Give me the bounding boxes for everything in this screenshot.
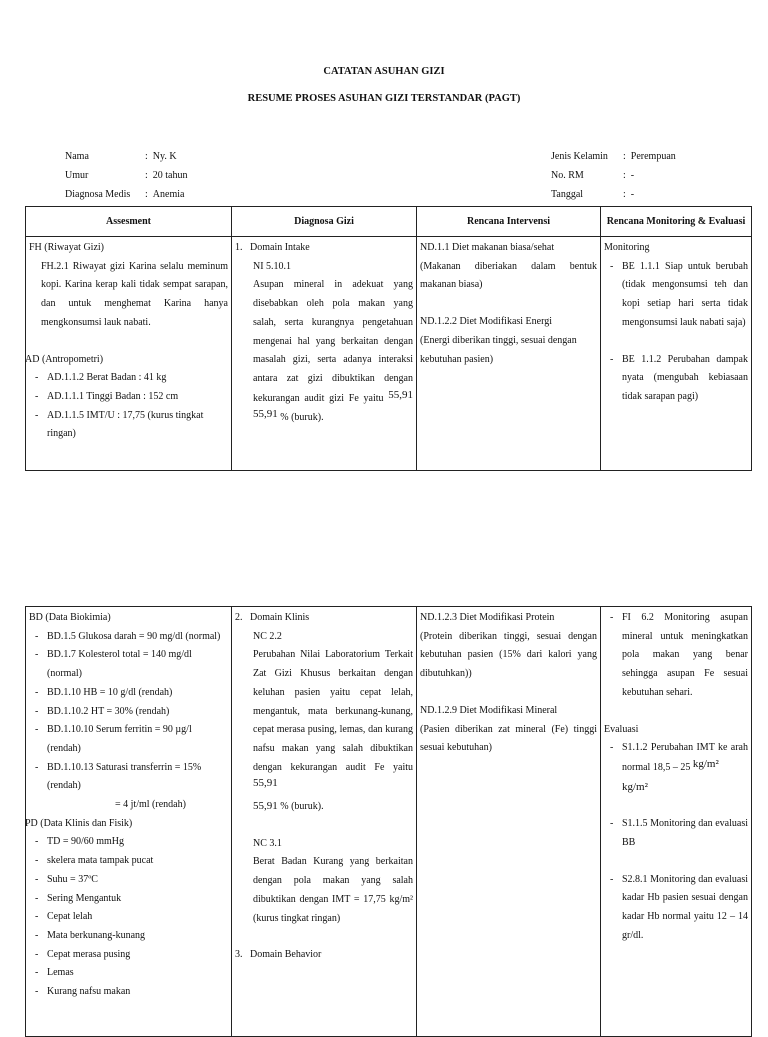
diagnosis-text xyxy=(235,276,413,428)
domain-label: Domain Behavior xyxy=(250,949,322,961)
sep: : xyxy=(623,151,626,162)
list-item: - TD = 90/60 mmHg xyxy=(29,833,228,852)
date-label: Tanggal xyxy=(551,189,584,200)
intervention-desc: (Protein diberikan tinggi, sesuai dengan kebutuhan pasien (15% dari kalori yang dibutuhkan)) xyxy=(420,630,597,680)
domain-label: Domain Klinis xyxy=(250,612,310,623)
name-label: Nama xyxy=(65,151,89,162)
evaluation-heading: Evaluasi xyxy=(604,723,639,735)
list-item: - Sering Mengantuk xyxy=(29,890,228,909)
header-monitoring: Rencana Monitoring & Evaluasi xyxy=(601,207,752,237)
pagt-table-2 xyxy=(25,606,752,1037)
list-item: - skelera mata tampak pucat xyxy=(29,852,228,871)
patient-info-left xyxy=(65,147,188,204)
fe-value: 55,91 55,91 xyxy=(253,388,414,421)
header-assesment: Assesment xyxy=(26,207,232,237)
monitoring-list xyxy=(604,609,748,703)
diagnosis-body: Asupan mineral in adekuat yang disebabkan oleh pola makan yang salah, serta kurangnya pengetahuan mengenai hal yang berkaitan dengan masalah gizi, serta adanya interaksi antara zat gizi dibuktikan dengan kekurangan audit gizi Fe yaitu xyxy=(253,279,413,404)
assessment-cell xyxy=(26,607,232,1037)
diagnosis-tail: % (buruk). xyxy=(280,412,324,424)
list-item: - AD.1.1.2 Berat Badan : 41 kg xyxy=(29,369,228,388)
sep: : xyxy=(623,189,626,200)
header-intervensi: Rencana Intervensi xyxy=(417,207,601,237)
pagt-table-1 xyxy=(25,206,752,471)
intervention-code: ND.1.2.2 Diet Modifikasi Energi xyxy=(420,316,553,328)
rm-label: No. RM xyxy=(551,170,584,181)
assessment-cell xyxy=(26,237,232,471)
sep: : xyxy=(145,151,148,162)
list-item: - Cepat lelah xyxy=(29,908,228,927)
sep: : xyxy=(145,189,148,200)
fe-value: 55,91 xyxy=(253,800,278,813)
intervention-desc: (Makanan diberiakan dalam bentuk makanan biasa) xyxy=(420,260,597,291)
list-item: - AD.1.1.1 Tinggi Badan : 152 cm xyxy=(29,388,228,407)
gender-label: Jenis Kelamin xyxy=(551,151,608,162)
item-number: 1. xyxy=(235,242,243,253)
unit: kg/m² xyxy=(622,780,648,793)
name-value: Ny. K xyxy=(152,151,177,162)
diagnosis-cell xyxy=(232,237,417,471)
list-item: - BD.1.10.2 HT = 30% (rendah) xyxy=(29,703,228,722)
ad-list xyxy=(29,369,228,444)
intervention-cell xyxy=(417,607,601,1037)
fh-text: FH.2.1 Riwayat gizi Karina selalu meminum kopi. Karina kerap kali tidak sempat sarapan, dan untuk menghemat Karina hanya mengkonsumsi lauk nabati. xyxy=(41,260,228,328)
list-item: - Kurang nafsu makan xyxy=(29,983,228,1002)
intervention-code: ND.1.1 Diet makanan biasa/sehat xyxy=(420,242,555,253)
pd-heading: PD (Data Klinis dan Fisik) xyxy=(25,817,133,829)
bd-list xyxy=(29,628,228,796)
list-item: - BD.1.10 HB = 10 g/dl (rendah) xyxy=(29,684,228,703)
rm-value: - xyxy=(630,170,635,181)
unit: kg/m² xyxy=(692,757,719,770)
ad-heading: AD (Antropometri) xyxy=(25,353,104,365)
item-number: 2. xyxy=(235,612,243,623)
age-value: 20 tahun xyxy=(152,170,188,181)
diagnosis-code: NI 5.10.1 xyxy=(253,260,292,272)
diagnosis-value: Anemia xyxy=(152,189,185,200)
fh-heading: FH (Riwayat Gizi) xyxy=(29,242,104,253)
list-item: - S1.1.5 Monitoring dan evaluasi BB xyxy=(604,815,748,852)
list-item: - BE 1.1.1 Siap untuk berubah (tidak mengonsumsi teh dan kopi setiap hari serta tidak mengonsumsi lauk nabati saja) xyxy=(604,258,748,333)
fe-value: 55,91 xyxy=(253,777,278,790)
diagnosis-code: NC 3.1 xyxy=(253,837,282,849)
list-item: - BD.1.7 Kolesterol total = 140 mg/dl (normal) xyxy=(29,646,228,683)
evaluation-list xyxy=(604,739,748,945)
diagnosis-body: Perubahan Nilai Laboratorium Terkait Zat Gizi Khusus berkaitan dengan keluhan pasien yaitu cepat lelah, mengantuk, mata berkunang-kunang, cepat merasa pusing, lemas, dan kurang nafsu makan yang salah dibuktikan dengan kekurangan audit Fe yaitu xyxy=(253,649,413,773)
bd-heading: BD (Data Biokimia) xyxy=(29,612,111,623)
sep: : xyxy=(145,170,148,181)
intervention-cell xyxy=(417,237,601,471)
list-item: - AD.1.1.5 IMT/U : 17,75 (kurus tingkat ringan) xyxy=(29,407,228,444)
diagnosis-text: Berat Badan Kurang yang berkaitan dengan pola makan yang salah dibuktikan dengan IMT = 17,75 kg/m² (kurus tingkat ringan) xyxy=(253,856,413,924)
diagnosis-tail: % (buruk). xyxy=(280,801,324,813)
gender-value: Perempuan xyxy=(630,151,676,162)
monitoring-list xyxy=(604,258,748,407)
item-number: 3. xyxy=(235,949,243,961)
document-subtitle: RESUME PROSES ASUHAN GIZI TERSTANDAR (PAGT) xyxy=(247,93,521,104)
list-item: - FI 6.2 Monitoring asupan mineral untuk meningkatkan pola makan yang benar sehingga asupan Fe sesuai kebutuhan sehari. xyxy=(604,609,748,703)
list-item: - BD.1.5 Glukosa darah = 90 mg/dl (normal) xyxy=(29,628,228,647)
diagnosis-code: NC 2.2 xyxy=(253,630,282,642)
list-item: - Lemas xyxy=(29,964,228,983)
intervention-code: ND.1.2.3 Diet Modifikasi Protein xyxy=(420,612,555,623)
intervention-desc: (Energi diberikan tinggi, sesuai dengan kebutuhan pasien) xyxy=(420,334,577,365)
list-item: - Mata berkunang-kunang xyxy=(29,927,228,946)
list-item: - BD.1.10.13 Saturasi transferrin = 15% (rendah) xyxy=(29,759,228,796)
list-item: - BE 1.1.2 Perubahan dampak nyata (mengubah kebiasaan tidak sarapan pagi) xyxy=(604,351,748,407)
sep: : xyxy=(623,170,626,181)
list-item xyxy=(604,739,748,797)
list-item: - Cepat merasa pusing xyxy=(29,946,228,965)
document-title: CATATAN ASUHAN GIZI xyxy=(323,66,445,77)
date-value: - xyxy=(630,189,635,200)
diagnosis-label: Diagnosa Medis xyxy=(65,189,131,200)
diagnosis-text xyxy=(235,646,413,816)
intervention-desc: (Pasien diberikan zat mineral (Fe) tinggi sesuai kebutuhan) xyxy=(420,723,597,754)
header-diagnosa: Diagnosa Gizi xyxy=(232,207,417,237)
list-item: - S2.8.1 Monitoring dan evaluasi kadar Hb pasien sesuai dengan kadar Hb normal yaitu 12 – 14 gr/dl. xyxy=(604,871,748,946)
pd-list xyxy=(29,833,228,1001)
patient-info-right xyxy=(551,147,676,204)
list-item: - Suhu = 37ºC xyxy=(29,871,228,890)
diagnosis-cell xyxy=(232,607,417,1037)
monitoring-cell xyxy=(601,607,752,1037)
intervention-code: ND.1.2.9 Diet Modifikasi Mineral xyxy=(420,704,558,716)
monitoring-heading: Monitoring xyxy=(604,242,650,253)
bd-extra: = 4 jt/ml (rendah) xyxy=(115,799,186,811)
monitoring-cell xyxy=(601,237,752,471)
age-label: Umur xyxy=(65,170,89,181)
eval-text: S1.1.2 Perubahan IMT ke arah normal 18,5 – 25 xyxy=(622,742,748,773)
list-item: - BD.1.10.10 Serum ferritin = 90 µg/l (rendah) xyxy=(29,721,228,758)
domain-label: Domain Intake xyxy=(250,242,310,253)
